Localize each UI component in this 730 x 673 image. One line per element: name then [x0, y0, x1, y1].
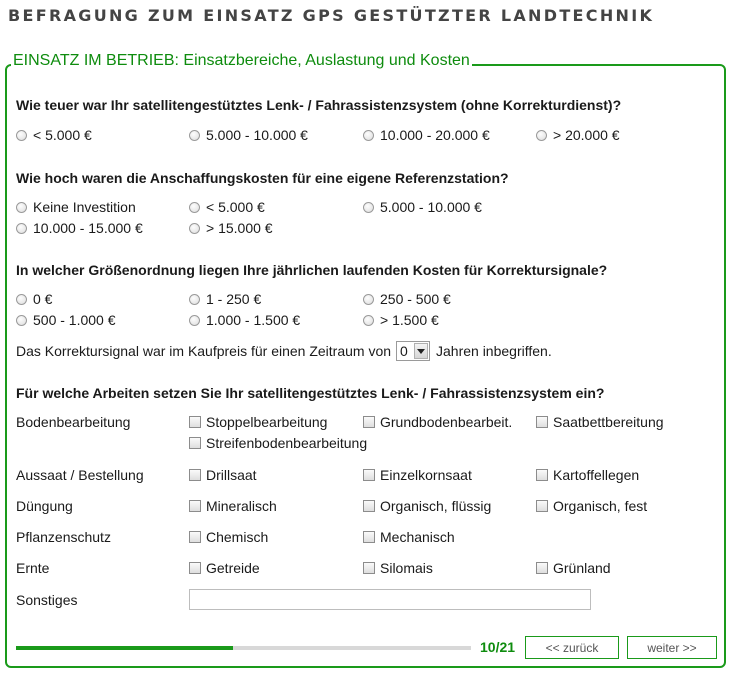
- question-work-types: Für welche Arbeiten setzen Sie Ihr satellitengestütztes Lenk- / Fahrassistenzsystem ein?: [16, 385, 605, 401]
- checkbox-option[interactable]: Organisch, fest: [536, 498, 647, 514]
- checkbox[interactable]: [189, 469, 201, 481]
- radio-button[interactable]: [536, 130, 547, 141]
- checkbox-option[interactable]: Mechanisch: [363, 529, 455, 545]
- years-select-value: 0: [400, 343, 408, 359]
- checkbox[interactable]: [189, 416, 201, 428]
- radio-option[interactable]: 5.000 - 10.000 €: [189, 127, 308, 143]
- question-correction-signal-cost: In welcher Größenordnung liegen Ihre jährlichen laufenden Kosten für Korrektursignale?: [16, 262, 608, 278]
- radio-option[interactable]: 500 - 1.000 €: [16, 312, 116, 328]
- radio-option[interactable]: 5.000 - 10.000 €: [363, 199, 482, 215]
- sonstiges-input[interactable]: [189, 589, 591, 610]
- radio-button[interactable]: [189, 130, 200, 141]
- page-title: BEFRAGUNG ZUM EINSATZ GPS GESTÜTZTER LANDTECHNIK: [8, 6, 655, 25]
- checkbox[interactable]: [363, 531, 375, 543]
- chevron-down-icon[interactable]: [414, 343, 428, 359]
- radio-button[interactable]: [189, 223, 200, 234]
- checkbox-option[interactable]: Chemisch: [189, 529, 268, 545]
- row-label-pflanzenschutz: Pflanzenschutz: [16, 529, 111, 545]
- section-legend: EINSATZ IM BETRIEB: Einsatzbereiche, Auslastung und Kosten: [13, 52, 470, 69]
- checkbox[interactable]: [363, 469, 375, 481]
- radio-option[interactable]: > 15.000 €: [189, 220, 273, 236]
- checkbox-option[interactable]: Mineralisch: [189, 498, 277, 514]
- radio-button[interactable]: [16, 202, 27, 213]
- row-label-duengung: Düngung: [16, 498, 73, 514]
- row-label-sonstiges: Sonstiges: [16, 592, 78, 608]
- radio-option[interactable]: 250 - 500 €: [363, 291, 451, 307]
- checkbox-option[interactable]: Getreide: [189, 560, 260, 576]
- included-period-suffix: Jahren inbegriffen.: [436, 343, 552, 359]
- checkbox[interactable]: [189, 500, 201, 512]
- row-label-bodenbearbeitung: Bodenbearbeitung: [16, 414, 131, 430]
- row-label-aussaat: Aussaat / Bestellung: [16, 467, 144, 483]
- radio-option[interactable]: 1 - 250 €: [189, 291, 261, 307]
- radio-button[interactable]: [363, 130, 374, 141]
- checkbox-option[interactable]: Kartoffellegen: [536, 467, 639, 483]
- checkbox-option[interactable]: Streifenbodenbearbeitung: [189, 435, 367, 451]
- checkbox[interactable]: [189, 531, 201, 543]
- radio-option[interactable]: Keine Investition: [16, 199, 136, 215]
- radio-button[interactable]: [189, 202, 200, 213]
- row-label-ernte: Ernte: [16, 560, 50, 576]
- radio-option[interactable]: > 1.500 €: [363, 312, 439, 328]
- next-button[interactable]: weiter >>: [627, 636, 717, 659]
- radio-button[interactable]: [16, 294, 27, 305]
- progress-bar: [16, 646, 471, 650]
- checkbox-option[interactable]: Grünland: [536, 560, 611, 576]
- radio-button[interactable]: [363, 294, 374, 305]
- checkbox-option[interactable]: Saatbettbereitung: [536, 414, 664, 430]
- radio-option[interactable]: 0 €: [16, 291, 52, 307]
- section-fieldset: [5, 64, 726, 668]
- checkbox[interactable]: [536, 500, 548, 512]
- radio-button[interactable]: [363, 315, 374, 326]
- checkbox-option[interactable]: Stoppelbearbeitung: [189, 414, 327, 430]
- radio-button[interactable]: [16, 130, 27, 141]
- progress-fill: [16, 646, 233, 650]
- radio-option[interactable]: < 5.000 €: [189, 199, 265, 215]
- checkbox-option[interactable]: Einzelkornsaat: [363, 467, 472, 483]
- years-select[interactable]: [396, 341, 430, 361]
- progress-text: 10/21: [480, 639, 516, 655]
- checkbox[interactable]: [536, 562, 548, 574]
- checkbox[interactable]: [189, 562, 201, 574]
- radio-option[interactable]: 10.000 - 15.000 €: [16, 220, 143, 236]
- checkbox-option[interactable]: Organisch, flüssig: [363, 498, 491, 514]
- checkbox[interactable]: [536, 469, 548, 481]
- checkbox[interactable]: [363, 416, 375, 428]
- radio-option[interactable]: > 20.000 €: [536, 127, 620, 143]
- radio-button[interactable]: [16, 315, 27, 326]
- radio-button[interactable]: [189, 294, 200, 305]
- radio-button[interactable]: [16, 223, 27, 234]
- checkbox[interactable]: [536, 416, 548, 428]
- checkbox-option[interactable]: Silomais: [363, 560, 433, 576]
- checkbox[interactable]: [363, 562, 375, 574]
- checkbox[interactable]: [189, 437, 201, 449]
- checkbox-option[interactable]: Grundbodenbearbeit.: [363, 414, 512, 430]
- radio-button[interactable]: [189, 315, 200, 326]
- radio-button[interactable]: [363, 202, 374, 213]
- included-period-text: Das Korrektursignal war im Kaufpreis für einen Zeitraum von: [16, 343, 392, 359]
- radio-option[interactable]: 10.000 - 20.000 €: [363, 127, 490, 143]
- back-button[interactable]: << zurück: [525, 636, 619, 659]
- question-system-cost: Wie teuer war Ihr satellitengestütztes Lenk- / Fahrassistenzsystem (ohne Korrekturdienst)?: [16, 97, 622, 113]
- checkbox-option[interactable]: Drillsaat: [189, 467, 257, 483]
- radio-option[interactable]: < 5.000 €: [16, 127, 92, 143]
- radio-option[interactable]: 1.000 - 1.500 €: [189, 312, 300, 328]
- checkbox[interactable]: [363, 500, 375, 512]
- question-reference-station-cost: Wie hoch waren die Anschaffungskosten für eine eigene Referenzstation?: [16, 170, 509, 186]
